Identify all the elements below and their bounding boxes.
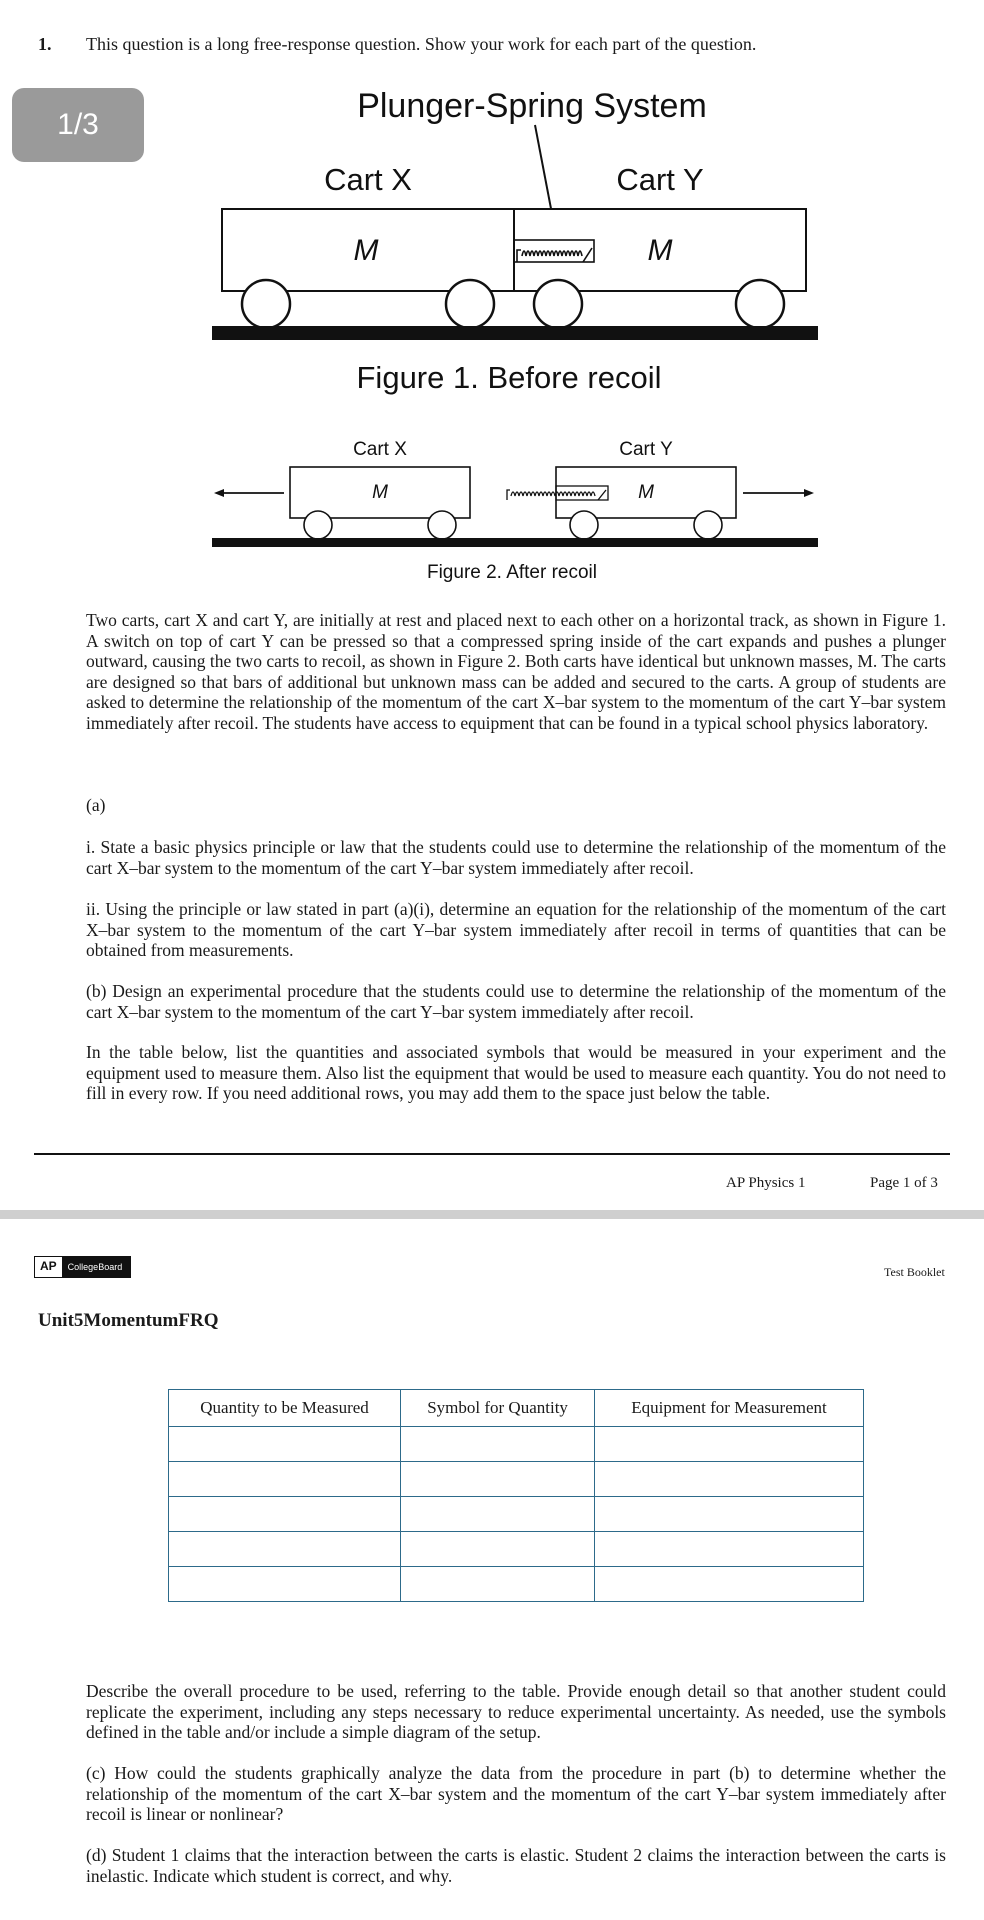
table-row bbox=[169, 1567, 864, 1602]
table-instructions: In the table below, list the quantities and associated symbols that would be measured in your experiment and the equipment used to measure them. Also list the equipment that would be used to measure each quantity. You do not need to fill in every row. If you need additional rows, you may add them to the space just below the table. bbox=[86, 1042, 946, 1103]
table-row bbox=[169, 1427, 864, 1462]
procedure-instructions: Describe the overall procedure to be used, referring to the table. Provide enough detail so that another student could replicate the experiment, including any steps necessary to reduce experimental uncertainty. As needed, use the symbols defined in the table and/or include a simple diagram of the setup. bbox=[86, 1681, 946, 1742]
table-cell[interactable] bbox=[401, 1567, 595, 1602]
fig1-track bbox=[212, 326, 818, 340]
table-cell[interactable] bbox=[401, 1497, 595, 1532]
ap-collegeboard-logo bbox=[34, 1256, 131, 1278]
ap-logo-text: AP bbox=[35, 1257, 62, 1277]
measurement-table bbox=[168, 1389, 864, 1602]
table-cell[interactable] bbox=[169, 1567, 401, 1602]
part-a-label: (a) bbox=[86, 795, 106, 815]
fig1-cart-y-label: Cart Y bbox=[616, 162, 704, 197]
table-cell[interactable] bbox=[401, 1427, 595, 1462]
table-cell[interactable] bbox=[595, 1532, 864, 1567]
cart-diagram bbox=[0, 70, 984, 590]
question-intro: This question is a long free-response question. Show your work for each part of the question. bbox=[86, 34, 757, 54]
table-cell[interactable] bbox=[595, 1497, 864, 1532]
fig2-caption: Figure 2. After recoil bbox=[426, 562, 598, 583]
collegeboard-logo-text: CollegeBoard bbox=[62, 1257, 131, 1277]
page-indicator-badge: 1/3 bbox=[12, 88, 144, 162]
footer-subject: AP Physics 1 bbox=[726, 1175, 806, 1191]
document-title: Unit5MomentumFRQ bbox=[38, 1310, 219, 1331]
header-equipment: Equipment for Measurement bbox=[595, 1390, 864, 1427]
test-booklet-label: Test Booklet bbox=[884, 1265, 945, 1279]
table-cell[interactable] bbox=[595, 1427, 864, 1462]
table-row bbox=[169, 1462, 864, 1497]
part-b: (b) Design an experimental procedure that the students could use to determine the relationship of the momentum of the cart X–bar system to the momentum of the cart Y–bar system immediately after recoil. bbox=[86, 981, 946, 1022]
header-quantity: Quantity to be Measured bbox=[169, 1390, 401, 1427]
footer-rule bbox=[34, 1153, 950, 1155]
page-separator bbox=[0, 1210, 984, 1219]
fig2-track bbox=[212, 538, 818, 547]
table-row bbox=[169, 1532, 864, 1567]
fig2-left-arrow-head bbox=[214, 489, 224, 497]
table-cell[interactable] bbox=[401, 1532, 595, 1567]
part-a-ii: ii. Using the principle or law stated in part (a)(i), determine an equation for the relationship of the momentum of the cart X–bar system to the momentum of the cart Y–bar system immediately after recoil in terms of quantities that can be obtained from measurements. bbox=[86, 899, 946, 960]
question-number: 1. bbox=[38, 34, 52, 54]
table-header-row bbox=[169, 1390, 864, 1427]
table-cell[interactable] bbox=[169, 1497, 401, 1532]
table-cell[interactable] bbox=[169, 1462, 401, 1497]
table-cell[interactable] bbox=[401, 1462, 595, 1497]
fig2-cart-x-label: Cart X bbox=[353, 439, 407, 460]
fig1-cart-x-mass: M bbox=[353, 234, 379, 267]
table-cell[interactable] bbox=[169, 1427, 401, 1462]
fig2-right-arrow-head bbox=[804, 489, 814, 497]
part-d: (d) Student 1 claims that the interaction between the carts is elastic. Student 2 claims the interaction between the carts is inelastic. Indicate which student is correct, and why. bbox=[86, 1845, 946, 1886]
table-row bbox=[169, 1497, 864, 1532]
footer-page-number: Page 1 of 3 bbox=[870, 1175, 938, 1191]
fig2-cart-y-label: Cart Y bbox=[619, 439, 673, 460]
intro-paragraph: Two carts, cart X and cart Y, are initially at rest and placed next to each other on a horizontal track, as shown in Figure 1. A switch on top of cart Y can be pressed so that a compressed spring inside of the cart expands and pushes a plunger outward, causing the two carts to recoil, as shown in Figure 2. Both carts have identical but unknown masses, M. The carts are designed so that bars of additional but unknown mass can be added and secured to the carts. A group of students are asked to determine the relationship of the momentum of the cart X–bar system to the momentum of the cart Y–bar system immediately after recoil. The students have access to equipment that can be found in a typical school physics laboratory. bbox=[86, 610, 946, 733]
fig1-cart-x-label: Cart X bbox=[324, 162, 412, 197]
part-a-i: i. State a basic physics principle or law that the students could use to determine the relationship of the momentum of the cart X–bar system to the momentum of the cart Y–bar system immediately after recoil. bbox=[86, 837, 946, 878]
fig1-caption: Figure 1. Before recoil bbox=[356, 360, 662, 395]
header-symbol: Symbol for Quantity bbox=[401, 1390, 595, 1427]
system-label: Plunger-Spring System bbox=[357, 87, 707, 125]
fig2-cart-x-mass: M bbox=[372, 482, 388, 503]
part-c: (c) How could the students graphically analyze the data from the procedure in part (b) to determine whether the relationship of the momentum of the cart X–bar system and the momentum of the cart Y–bar system immediately after recoil is linear or nonlinear? bbox=[86, 1763, 946, 1824]
fig2-cart-y-mass: M bbox=[638, 482, 654, 503]
fig1-cart-y-mass: M bbox=[647, 234, 673, 267]
table-cell[interactable] bbox=[595, 1462, 864, 1497]
table-cell[interactable] bbox=[595, 1567, 864, 1602]
table-cell[interactable] bbox=[169, 1532, 401, 1567]
